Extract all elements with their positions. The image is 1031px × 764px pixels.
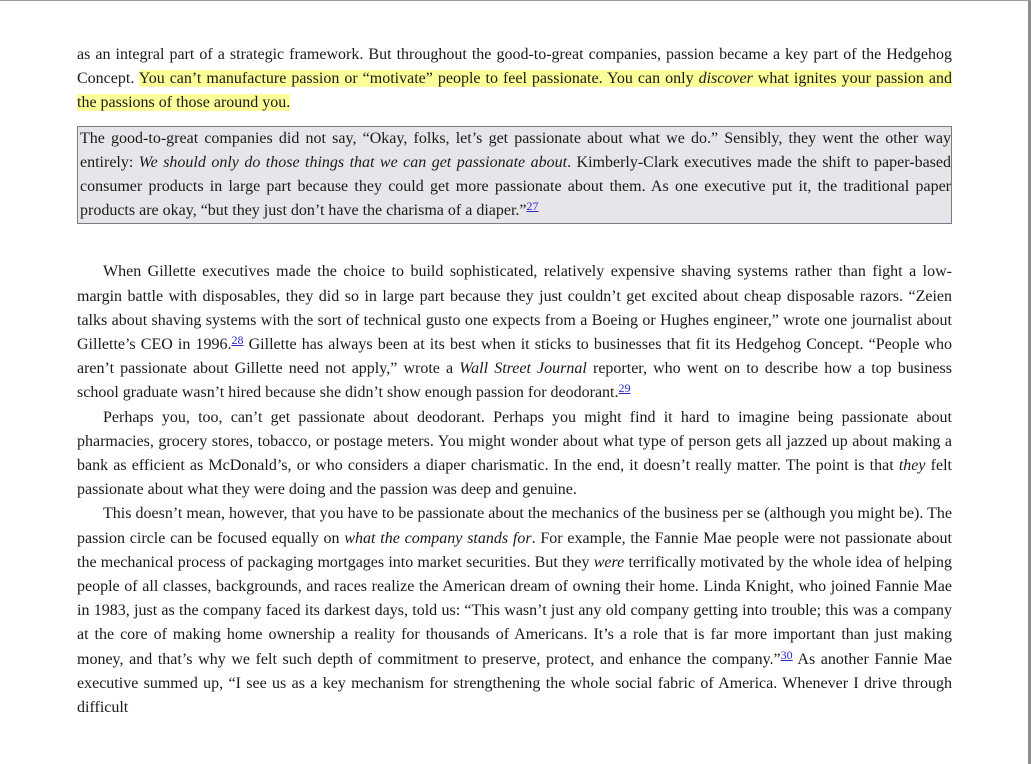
note-emphasis: We should only do those things that we can get passionate about	[138, 153, 568, 171]
highlight-emphasis: discover	[698, 70, 753, 88]
paragraph-4-emphasis-2: were	[593, 553, 625, 571]
paragraph-2	[77, 260, 952, 405]
paragraph-3	[77, 406, 952, 503]
note-paragraph	[80, 127, 951, 224]
paragraph-2-text-a: When Gillette executives made the choice to build sophisticated, relatively expensive shaving systems rather than fight a low-margin battle with disposables, they did so in large part because they just couldn’t get excited about cheap disposable razors. “Zeien talks about shaving systems with the sort of technical gusto one expects from a Boeing or Hughes engineer,” wrote one journalist about Gillette’s CEO in 1996.	[77, 263, 952, 354]
paragraph-2-text-b: Gillette has always been at its best when it sticks to businesses that fit its Hedgehog Concept. “People who aren’t passionate about Gillette need not apply,” wrote a	[77, 336, 952, 378]
annotated-note[interactable]	[77, 126, 952, 225]
paragraph-4-text-a: This doesn’t mean, however, that you have to be passionate about the mechanics of the business per se (although you might be). The passion circle can be focused equally on	[77, 505, 952, 547]
paragraph-1	[77, 43, 952, 116]
highlight[interactable]	[77, 70, 952, 111]
document-body	[77, 43, 952, 720]
highlight-text-b: what ignites your passion and the passions of those around you.	[77, 70, 952, 112]
paragraph-4-text-c: terrifically motivated by the whole idea of helping people of all classes, backgrounds, and races realize the American dream of owning their home. Linda Knight, who joined Fannie Mae in 1983, just as the company faced its darkest days, told us: “This wasn’t just any old company getting into trouble; this was a company at the core of making home ownership a reality for thousands of Americans. It’s a role that is far more important than just making money, and that’s why we felt such depth of commitment to preserve, protect, and enhance the company.”	[77, 553, 952, 668]
paragraph-4-text-d: As another Fannie Mae executive summed up, “I see us as a key mechanism for strengthening the whole social fabric of America. Whenever I drive through difficult	[77, 650, 952, 717]
paragraph-4	[77, 502, 952, 720]
footnote-link-29[interactable]: 29	[618, 381, 631, 396]
note-text-b: . Kimberly-Clark executives made the shift to paper-based consumer products in large part because they could get more passionate about them. As one executive put it, the traditional paper products are okay, “but they just don’t have the charisma of a diaper.”	[80, 153, 952, 220]
section-gap	[77, 224, 952, 260]
footnote-link-28[interactable]: 28	[231, 333, 244, 348]
paragraph-3-emphasis: they	[898, 457, 926, 475]
paragraph-2-text-c: reporter, who went on to describe how a top business school graduate wasn’t hired because she didn’t show enough passion for deodorant.	[77, 360, 953, 402]
footnote-link-30[interactable]: 30	[780, 647, 793, 662]
paragraph-3-text-b: felt passionate about what they were doing and the passion was deep and genuine.	[77, 457, 952, 499]
highlight-text-a: You can’t manufacture passion or “motivate” people to feel passionate. You can only	[138, 70, 699, 88]
paragraph-4-emphasis-1: what the company stands for	[344, 529, 532, 547]
paragraph-4-text-b: . For example, the Fannie Mae people were not passionate about the mechanical process of packaging mortgages into market securities. But they	[77, 529, 952, 571]
paragraph-2-emphasis: Wall Street Journal	[459, 360, 587, 378]
paragraph-1-text: as an integral part of a strategic framework. But throughout the good-to-great companies, passion became a key part of the Hedgehog Concept.	[77, 46, 952, 88]
footnote-link-27[interactable]: 27	[526, 199, 539, 214]
note-text-a: The good-to-great companies did not say, “Okay, folks, let’s get passionate about what we do.” Sensibly, they went the other way entirely:	[80, 129, 951, 171]
paragraph-3-text-a: Perhaps you, too, can’t get passionate about deodorant. Perhaps you might find it hard to imagine being passionate about pharmacies, grocery stores, tobacco, or postage meters. You might wonder about what type of person gets all jazzed up about making a bank as efficient as McDonald’s, or who considers a diaper charismatic. In the end, it doesn’t really matter. The point is that	[77, 408, 952, 475]
